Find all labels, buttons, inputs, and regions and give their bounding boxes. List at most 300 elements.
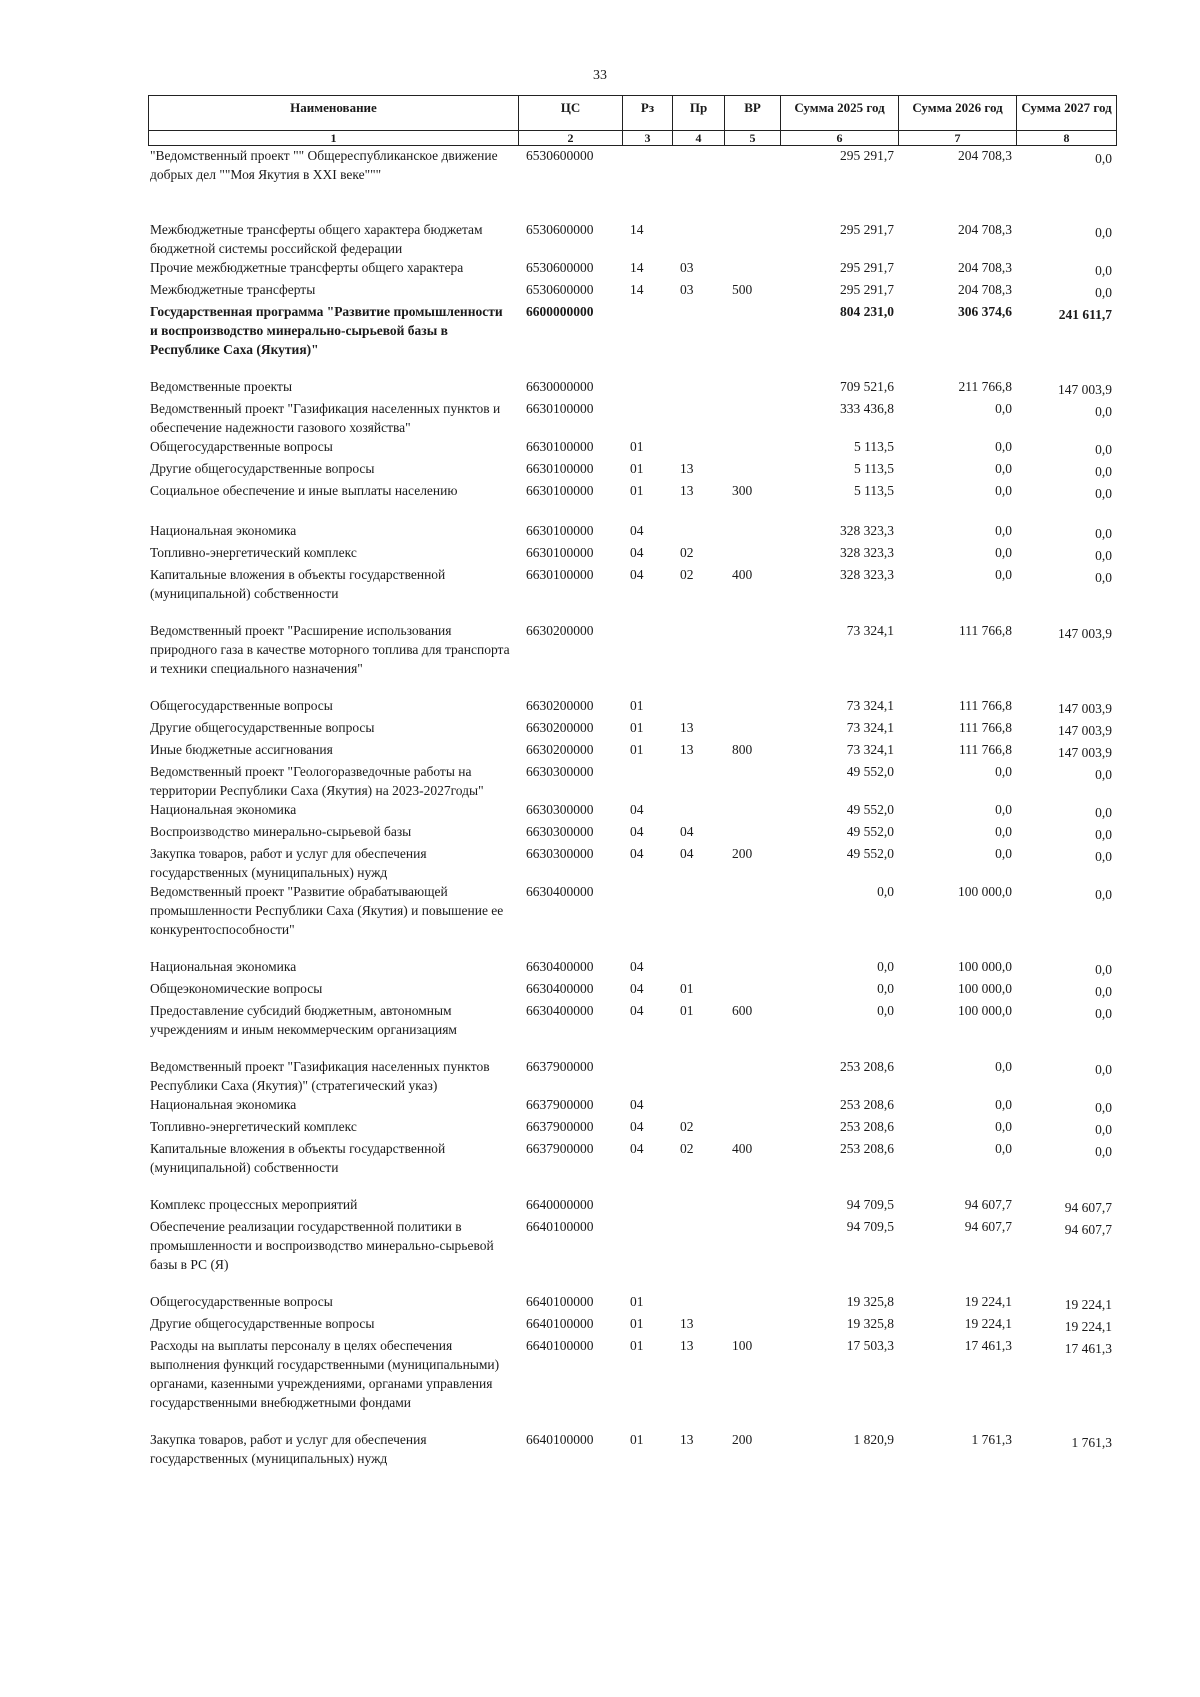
row-vr	[724, 1117, 780, 1139]
row-sum-2027: 147 003,9	[1058, 701, 1112, 716]
row-name: Расходы на выплаты персоналу в целях обеспечения выполнения функций государственными (муниципальными) органами, казенными учреждениями, органами управления государственными внебюджетными фондами	[150, 1338, 500, 1410]
row-sum-2027: 94 607,7	[1064, 1200, 1112, 1215]
row-sum-2025: 0,0	[877, 981, 894, 996]
row-name: Общеэкономические вопросы	[150, 981, 323, 996]
row-name: Ведомственный проект "Расширение использования природного газа в качестве моторного топлива для транспорта и техники специального назначения"	[150, 623, 510, 676]
row-pr	[672, 1217, 724, 1274]
row-sum-2027: 0,0	[1095, 285, 1112, 300]
row-spacer	[148, 1412, 1116, 1430]
row-sum-2026: 0,0	[995, 545, 1012, 560]
row-rz	[622, 1057, 672, 1095]
row-sum-2027: 0,0	[1095, 404, 1112, 419]
row-sum-2026: 111 766,8	[959, 742, 1012, 757]
row-sum-2025: 5 113,5	[854, 483, 894, 498]
row-pr	[672, 521, 724, 543]
row-rz: 04	[630, 545, 644, 560]
row-spacer	[148, 184, 1116, 220]
row-sum-2026: 0,0	[995, 764, 1012, 779]
row-sum-2027: 0,0	[1095, 1062, 1112, 1077]
row-sum-2025: 49 552,0	[846, 764, 894, 779]
row-vr	[724, 377, 780, 399]
row-name: Национальная экономика	[150, 959, 297, 974]
header-labels-row	[149, 96, 1117, 131]
row-sum-2025: 253 208,6	[840, 1059, 894, 1074]
row-pr: 04	[680, 846, 694, 861]
row-sum-2026: 0,0	[995, 523, 1012, 538]
row-cs: 6630100000	[526, 483, 594, 498]
row-pr	[672, 696, 724, 718]
row-sum-2025: 19 325,8	[846, 1294, 894, 1309]
row-pr: 03	[680, 282, 694, 297]
row-sum-2025: 94 709,5	[846, 1219, 894, 1234]
table-row	[148, 399, 1116, 437]
row-name: Иные бюджетные ассигнования	[150, 742, 333, 757]
row-sum-2025: 295 291,7	[840, 282, 894, 297]
row-pr: 02	[680, 1119, 694, 1134]
row-sum-2025: 253 208,6	[840, 1097, 894, 1112]
row-pr	[672, 1095, 724, 1117]
row-cs: 6630300000	[526, 824, 594, 839]
table-row	[148, 459, 1116, 481]
row-vr	[724, 399, 780, 437]
table-rows	[148, 146, 1116, 1468]
row-cs: 6630100000	[526, 461, 594, 476]
table-row	[148, 437, 1116, 459]
col-number: 3	[623, 131, 673, 146]
table-row	[148, 957, 1116, 979]
row-name: Другие общегосударственные вопросы	[150, 720, 375, 735]
row-rz: 04	[630, 523, 644, 538]
row-cs: 6630300000	[526, 802, 594, 817]
row-pr: 13	[680, 461, 694, 476]
row-sum-2026: 111 766,8	[959, 623, 1012, 638]
col-header-vr: ВР	[725, 96, 781, 131]
row-vr	[724, 762, 780, 800]
row-vr	[724, 1057, 780, 1095]
row-vr: 200	[732, 1432, 753, 1447]
row-spacer	[148, 1039, 1116, 1057]
row-sum-2027: 0,0	[1095, 805, 1112, 820]
row-sum-2026: 0,0	[995, 483, 1012, 498]
row-pr	[672, 621, 724, 678]
table-row	[148, 1057, 1116, 1095]
row-name: Государственная программа "Развитие промышленности и воспроизводство минерально-сырьевой базы в Республике Саха (Якутия)"	[150, 304, 503, 357]
row-rz	[622, 621, 672, 678]
row-cs: 6630400000	[526, 884, 594, 899]
table-row	[148, 302, 1116, 359]
row-vr	[724, 957, 780, 979]
row-pr	[672, 437, 724, 459]
row-vr: 100	[732, 1338, 753, 1353]
row-pr: 13	[680, 483, 694, 498]
row-sum-2025: 328 323,3	[840, 523, 894, 538]
row-sum-2025: 253 208,6	[840, 1119, 894, 1134]
row-rz: 04	[630, 981, 644, 996]
row-sum-2025: 19 325,8	[846, 1316, 894, 1331]
row-vr	[724, 1217, 780, 1274]
row-pr: 01	[680, 981, 694, 996]
row-spacer	[148, 939, 1116, 957]
row-rz: 01	[630, 1432, 644, 1447]
row-cs: 6630400000	[526, 959, 594, 974]
row-sum-2027: 0,0	[1095, 486, 1112, 501]
row-pr: 13	[680, 720, 694, 735]
row-cs: 6530600000	[526, 282, 594, 297]
row-sum-2025: 0,0	[877, 884, 894, 899]
row-sum-2026: 0,0	[995, 846, 1012, 861]
row-vr	[724, 979, 780, 1001]
row-pr	[672, 1195, 724, 1217]
table-row	[148, 1001, 1116, 1039]
row-cs: 6640100000	[526, 1338, 594, 1353]
row-sum-2025: 94 709,5	[846, 1197, 894, 1212]
row-sum-2027: 19 224,1	[1064, 1297, 1112, 1312]
row-sum-2025: 0,0	[877, 959, 894, 974]
row-vr	[724, 1095, 780, 1117]
row-pr	[672, 399, 724, 437]
row-rz: 04	[630, 959, 644, 974]
row-vr	[724, 146, 780, 184]
col-number: 2	[519, 131, 623, 146]
row-pr	[672, 1057, 724, 1095]
row-pr	[672, 377, 724, 399]
row-rz: 01	[630, 720, 644, 735]
page-number: 33	[593, 68, 607, 83]
table-row	[148, 1195, 1116, 1217]
row-rz: 01	[630, 698, 644, 713]
row-sum-2027: 0,0	[1095, 526, 1112, 541]
row-pr	[672, 882, 724, 939]
row-pr	[672, 146, 724, 184]
row-sum-2027: 0,0	[1095, 263, 1112, 278]
row-rz: 04	[630, 1003, 644, 1018]
col-number: 7	[899, 131, 1017, 146]
row-sum-2026: 204 708,3	[958, 148, 1012, 163]
row-spacer	[148, 359, 1116, 377]
row-cs: 6630300000	[526, 764, 594, 779]
col-number: 6	[781, 131, 899, 146]
row-name: Предоставление субсидий бюджетным, автономным учреждениям и иным некоммерческим организациям	[150, 1003, 457, 1037]
row-vr	[724, 718, 780, 740]
row-cs: 6630200000	[526, 742, 594, 757]
row-rz: 04	[630, 567, 644, 582]
row-sum-2026: 204 708,3	[958, 282, 1012, 297]
row-cs: 6630100000	[526, 439, 594, 454]
row-vr: 400	[732, 567, 753, 582]
row-cs: 6530600000	[526, 148, 594, 163]
row-sum-2026: 100 000,0	[958, 1003, 1012, 1018]
row-name: Ведомственный проект "Развитие обрабатывающей промышленности Республики Саха (Якутия) и повышение ее конкурентоспособности"	[150, 884, 504, 937]
row-sum-2026: 204 708,3	[958, 222, 1012, 237]
row-name: Комплекс процессных мероприятий	[150, 1197, 358, 1212]
row-sum-2027: 94 607,7	[1064, 1222, 1112, 1237]
row-cs: 6630000000	[526, 379, 594, 394]
row-name: Воспроизводство минерально-сырьевой базы	[150, 824, 412, 839]
row-pr	[672, 762, 724, 800]
col-number: 8	[1017, 131, 1117, 146]
col-number: 4	[673, 131, 725, 146]
row-sum-2026: 0,0	[995, 1097, 1012, 1112]
row-rz: 04	[630, 1097, 644, 1112]
row-name: Топливно-энергетический комплекс	[150, 1119, 357, 1134]
row-spacer-cell	[148, 503, 1116, 521]
row-vr: 200	[732, 846, 753, 861]
row-spacer-cell	[148, 1412, 1116, 1430]
row-rz: 04	[630, 802, 644, 817]
row-pr	[672, 800, 724, 822]
table-row	[148, 621, 1116, 678]
row-vr: 300	[732, 483, 753, 498]
row-sum-2027: 147 003,9	[1058, 723, 1112, 738]
row-cs: 6640100000	[526, 1316, 594, 1331]
row-cs: 6530600000	[526, 260, 594, 275]
row-cs: 6630200000	[526, 698, 594, 713]
row-sum-2025: 709 521,6	[840, 379, 894, 394]
col-header-pr: Пр	[673, 96, 725, 131]
row-sum-2027: 147 003,9	[1058, 745, 1112, 760]
row-sum-2027: 0,0	[1095, 1100, 1112, 1115]
row-cs: 6640100000	[526, 1432, 594, 1447]
row-cs: 6630100000	[526, 567, 594, 582]
row-sum-2026: 306 374,6	[958, 304, 1012, 319]
row-rz	[622, 399, 672, 437]
row-cs: 6637900000	[526, 1141, 594, 1156]
table-row	[148, 979, 1116, 1001]
row-sum-2025: 5 113,5	[854, 461, 894, 476]
row-spacer-cell	[148, 1039, 1116, 1057]
row-spacer-cell	[148, 678, 1116, 696]
row-sum-2026: 0,0	[995, 401, 1012, 416]
row-name: Другие общегосударственные вопросы	[150, 1316, 375, 1331]
table-row	[148, 1117, 1116, 1139]
row-sum-2026: 0,0	[995, 567, 1012, 582]
row-rz: 01	[630, 1338, 644, 1353]
row-sum-2025: 49 552,0	[846, 802, 894, 817]
row-sum-2025: 295 291,7	[840, 148, 894, 163]
row-name: Закупка товаров, работ и услуг для обеспечения государственных (муниципальных) нужд	[150, 846, 427, 880]
table-row	[148, 1314, 1116, 1336]
row-sum-2026: 0,0	[995, 1141, 1012, 1156]
row-spacer-cell	[148, 359, 1116, 377]
row-pr: 13	[680, 1316, 694, 1331]
table-row	[148, 220, 1116, 258]
row-rz	[622, 762, 672, 800]
row-sum-2027: 19 224,1	[1064, 1319, 1112, 1334]
row-sum-2027: 1 761,3	[1071, 1435, 1112, 1450]
table-row	[148, 696, 1116, 718]
row-sum-2026: 1 761,3	[971, 1432, 1012, 1447]
row-sum-2025: 73 324,1	[846, 742, 894, 757]
row-cs: 6630100000	[526, 523, 594, 538]
col-number: 5	[725, 131, 781, 146]
row-sum-2027: 0,0	[1095, 1006, 1112, 1021]
row-vr	[724, 543, 780, 565]
row-pr: 03	[680, 260, 694, 275]
row-pr: 13	[680, 1432, 694, 1447]
table-row	[148, 740, 1116, 762]
row-cs: 6630400000	[526, 1003, 594, 1018]
row-vr	[724, 822, 780, 844]
row-rz	[622, 302, 672, 359]
row-sum-2027: 0,0	[1095, 767, 1112, 782]
row-sum-2027: 0,0	[1095, 225, 1112, 240]
row-name: Общегосударственные вопросы	[150, 698, 333, 713]
header-numbers-row	[149, 131, 1117, 146]
row-spacer	[148, 1177, 1116, 1195]
row-rz: 04	[630, 846, 644, 861]
row-cs: 6600000000	[526, 304, 594, 319]
row-rz	[622, 882, 672, 939]
row-sum-2026: 111 766,8	[959, 720, 1012, 735]
row-pr: 13	[680, 742, 694, 757]
row-spacer	[148, 678, 1116, 696]
row-sum-2027: 0,0	[1095, 827, 1112, 842]
row-pr: 02	[680, 1141, 694, 1156]
row-sum-2025: 333 436,8	[840, 401, 894, 416]
row-name: Ведомственные проекты	[150, 379, 293, 394]
row-rz: 01	[630, 1294, 644, 1309]
row-pr: 02	[680, 545, 694, 560]
row-sum-2026: 0,0	[995, 1119, 1012, 1134]
table-row	[148, 565, 1116, 603]
row-pr	[672, 1292, 724, 1314]
table-row	[148, 1292, 1116, 1314]
row-cs: 6637900000	[526, 1119, 594, 1134]
row-spacer-cell	[148, 184, 1116, 220]
row-sum-2026: 100 000,0	[958, 884, 1012, 899]
row-sum-2026: 0,0	[995, 824, 1012, 839]
row-sum-2025: 49 552,0	[846, 846, 894, 861]
table-header	[148, 95, 1117, 146]
row-name: Национальная экономика	[150, 1097, 297, 1112]
row-name: Национальная экономика	[150, 802, 297, 817]
row-name: Обеспечение реализации государственной политики в промышленности и воспроизводство минерально-сырьевой базы в РС (Я)	[150, 1219, 494, 1272]
row-cs: 6640100000	[526, 1294, 594, 1309]
col-header-rz: Рз	[623, 96, 673, 131]
row-name: "Ведомственный проект "" Общереспубликанское движение добрых дел ""Моя Якутия в XXI веке"""	[150, 148, 498, 182]
row-sum-2025: 73 324,1	[846, 698, 894, 713]
row-name: Социальное обеспечение и иные выплаты населению	[150, 483, 458, 498]
row-sum-2025: 253 208,6	[840, 1141, 894, 1156]
row-rz: 04	[630, 824, 644, 839]
row-vr: 600	[732, 1003, 753, 1018]
row-cs: 6630300000	[526, 846, 594, 861]
row-rz: 04	[630, 1141, 644, 1156]
row-vr: 800	[732, 742, 753, 757]
row-sum-2026: 19 224,1	[964, 1316, 1012, 1331]
row-sum-2027: 0,0	[1095, 570, 1112, 585]
row-name: Ведомственный проект "Газификация населенных пунктов и обеспечение надежности газового хозяйства"	[150, 401, 501, 435]
row-sum-2027: 0,0	[1095, 1144, 1112, 1159]
row-vr	[724, 521, 780, 543]
col-header-sum-2027: Сумма 2027 год	[1017, 96, 1117, 131]
row-sum-2026: 204 708,3	[958, 260, 1012, 275]
row-sum-2025: 49 552,0	[846, 824, 894, 839]
row-sum-2027: 147 003,9	[1058, 382, 1112, 397]
row-spacer-cell	[148, 603, 1116, 621]
row-vr	[724, 882, 780, 939]
col-header-sum-2026: Сумма 2026 год	[899, 96, 1017, 131]
row-name: Капитальные вложения в объекты государственной (муниципальной) собственности	[150, 567, 446, 601]
table-row	[148, 822, 1116, 844]
row-name: Ведомственный проект "Газификация населенных пунктов Республики Саха (Якутия)" (стратегический указ)	[150, 1059, 490, 1093]
row-pr: 01	[680, 1003, 694, 1018]
table-row	[148, 1095, 1116, 1117]
row-sum-2027: 147 003,9	[1058, 626, 1112, 641]
row-rz	[622, 377, 672, 399]
row-vr	[724, 696, 780, 718]
budget-table	[148, 95, 1116, 1468]
row-name: Общегосударственные вопросы	[150, 1294, 333, 1309]
row-sum-2026: 100 000,0	[958, 981, 1012, 996]
table-row	[148, 800, 1116, 822]
row-spacer	[148, 603, 1116, 621]
table-row	[148, 146, 1116, 184]
row-vr	[724, 459, 780, 481]
row-pr: 13	[680, 1338, 694, 1353]
row-sum-2025: 295 291,7	[840, 260, 894, 275]
row-name: Топливно-энергетический комплекс	[150, 545, 357, 560]
row-spacer	[148, 1274, 1116, 1292]
table-row	[148, 481, 1116, 503]
row-name: Межбюджетные трансферты	[150, 282, 316, 297]
col-header-name: Наименование	[149, 96, 519, 131]
table-row	[148, 762, 1116, 800]
row-name: Прочие межбюджетные трансферты общего характера	[150, 260, 464, 275]
row-sum-2027: 0,0	[1095, 464, 1112, 479]
row-sum-2027: 0,0	[1095, 151, 1112, 166]
row-sum-2025: 0,0	[877, 1003, 894, 1018]
row-rz: 14	[630, 282, 644, 297]
row-vr	[724, 258, 780, 280]
row-sum-2025: 804 231,0	[840, 304, 894, 319]
row-sum-2027: 0,0	[1095, 548, 1112, 563]
row-sum-2025: 17 503,3	[846, 1338, 894, 1353]
row-name: Национальная экономика	[150, 523, 297, 538]
row-vr	[724, 800, 780, 822]
row-vr: 500	[732, 282, 753, 297]
row-spacer	[148, 503, 1116, 521]
row-sum-2026: 211 766,8	[958, 379, 1012, 394]
row-vr	[724, 220, 780, 258]
row-sum-2027: 0,0	[1095, 887, 1112, 902]
row-vr	[724, 1195, 780, 1217]
row-pr	[672, 302, 724, 359]
row-spacer-cell	[148, 1274, 1116, 1292]
row-rz: 01	[630, 483, 644, 498]
row-cs: 6630400000	[526, 981, 594, 996]
row-sum-2027: 0,0	[1095, 442, 1112, 457]
row-pr: 04	[680, 824, 694, 839]
row-vr	[724, 302, 780, 359]
row-sum-2026: 0,0	[995, 439, 1012, 454]
row-sum-2027: 241 611,7	[1058, 307, 1112, 322]
row-spacer-cell	[148, 1177, 1116, 1195]
table-row	[148, 377, 1116, 399]
row-rz: 01	[630, 439, 644, 454]
row-name: Общегосударственные вопросы	[150, 439, 333, 454]
row-sum-2027: 17 461,3	[1064, 1341, 1112, 1356]
table-body	[148, 146, 1116, 1468]
row-sum-2027: 0,0	[1095, 962, 1112, 977]
row-sum-2025: 328 323,3	[840, 567, 894, 582]
row-cs: 6630200000	[526, 720, 594, 735]
table-row	[148, 280, 1116, 302]
row-sum-2026: 17 461,3	[964, 1338, 1012, 1353]
row-sum-2026: 0,0	[995, 461, 1012, 476]
row-rz	[622, 146, 672, 184]
row-rz: 01	[630, 1316, 644, 1331]
